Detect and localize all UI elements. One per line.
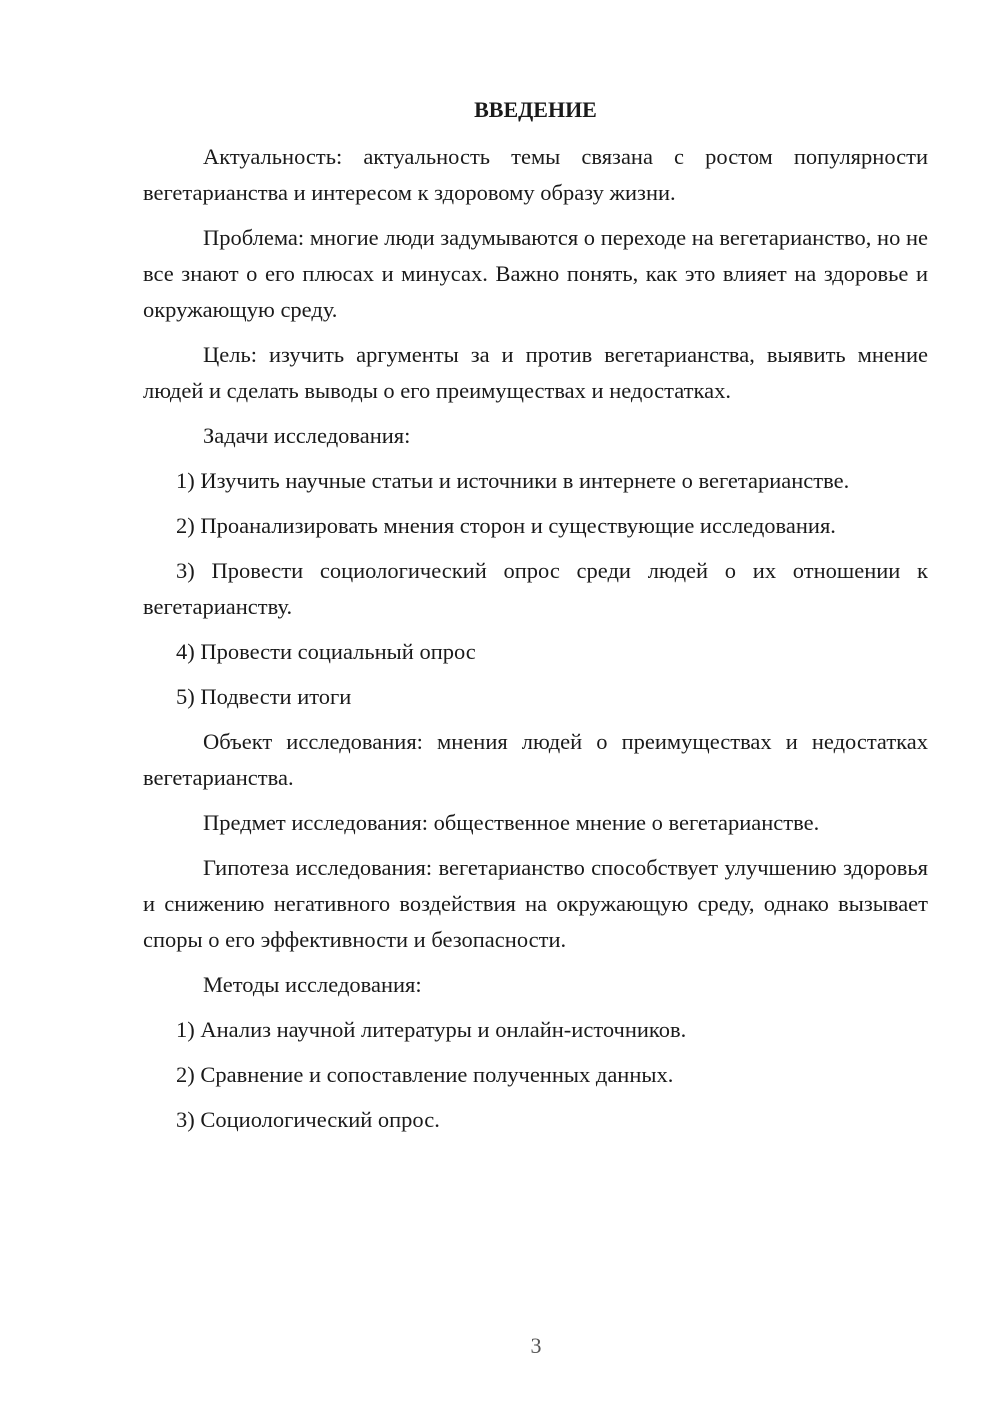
paragraph-object: Объект исследования: мнения людей о преимуществах и недостатках вегетарианства. <box>143 729 928 790</box>
paragraph-relevance: Актуальность: актуальность темы связана с ростом популярности вегетарианства и интересом к здоровому образу жизни. <box>143 144 928 205</box>
task-item-5: 5) Подвести итоги <box>176 684 352 709</box>
task-item-2: 2) Проанализировать мнения сторон и существующие исследования. <box>176 513 836 538</box>
task-item-3: 3) Провести социологический опрос среди людей о их отношении к вегетарианству. <box>143 558 928 619</box>
paragraph-problem: Проблема: многие люди задумываются о переходе на вегетарианство, но не все знают о его плюсах и минусах. Важно понять, как это влияет на здоровье и окружающую среду. <box>143 225 928 322</box>
page-title: ВВЕДЕНИЕ <box>474 97 597 122</box>
paragraph-tasks-heading: Задачи исследования: <box>203 423 411 448</box>
paragraph-hypothesis: Гипотеза исследования: вегетарианство способствует улучшению здоровья и снижению негативного воздействия на окружающую среду, однако вызывает споры о его эффективности и безопасности. <box>143 855 928 952</box>
paragraph-methods-heading: Методы исследования: <box>203 972 422 997</box>
task-item-1: 1) Изучить научные статьи и источники в интернете о вегетарианстве. <box>176 468 850 493</box>
page-number: 3 <box>530 1333 542 1358</box>
paragraph-subject: Предмет исследования: общественное мнение о вегетарианстве. <box>203 810 820 835</box>
paragraph-goal: Цель: изучить аргументы за и против вегетарианства, выявить мнение людей и сделать выводы о его преимуществах и недостатках. <box>143 342 928 403</box>
method-item-3: 3) Социологический опрос. <box>176 1107 440 1132</box>
document-body <box>143 92 928 1147</box>
method-item-2: 2) Сравнение и сопоставление полученных данных. <box>176 1062 674 1087</box>
task-item-4: 4) Провести социальный опрос <box>176 639 476 664</box>
method-item-1: 1) Анализ научной литературы и онлайн-источников. <box>176 1017 687 1042</box>
